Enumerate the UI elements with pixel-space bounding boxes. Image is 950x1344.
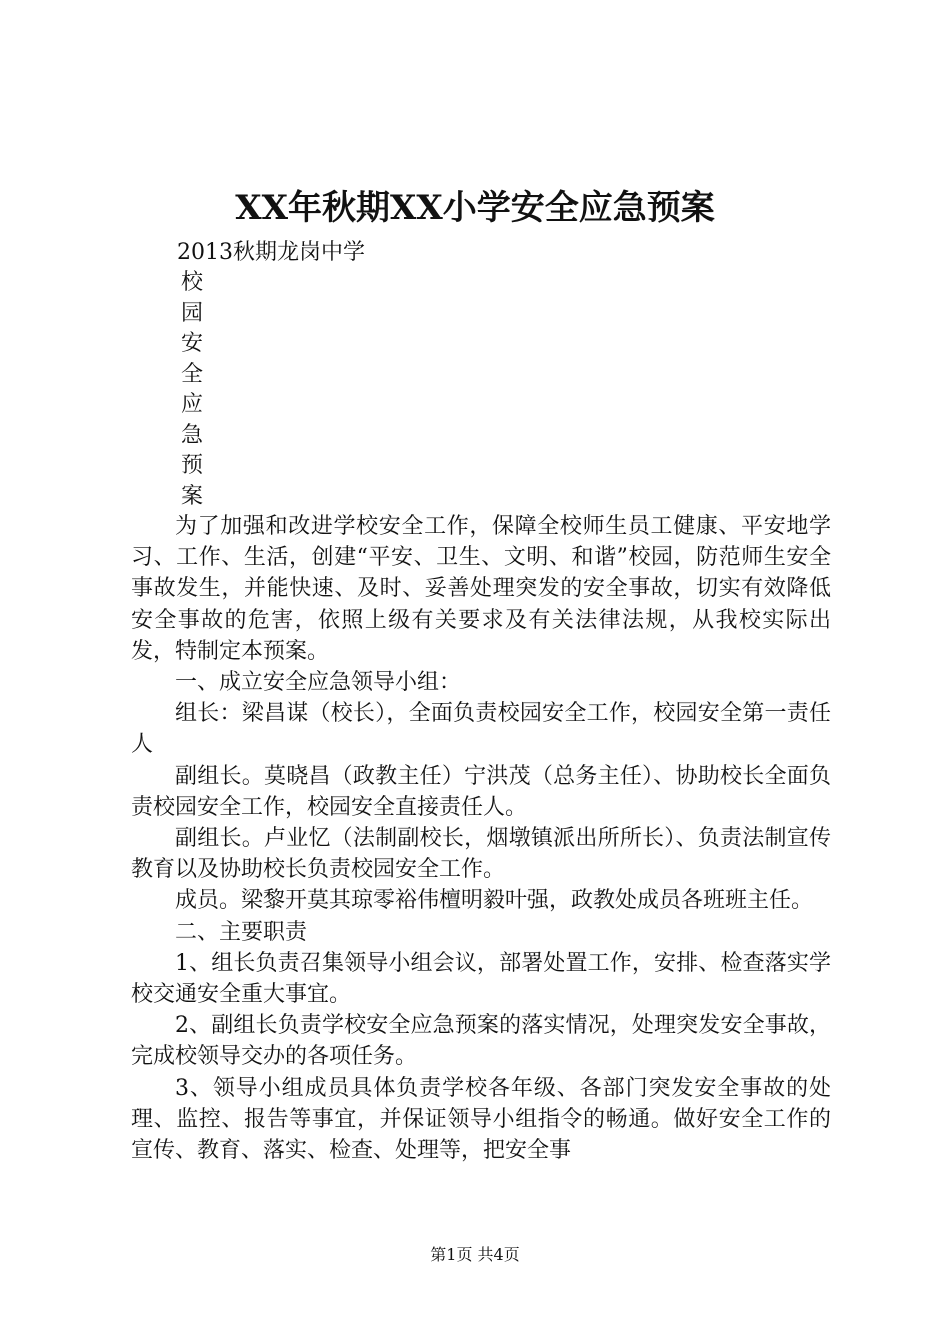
- paragraph-deputy-1: 副组长。莫晓昌（政教主任）宁洪茂（总务主任）、协助校长全面负责校园安全工作，校园安全直接责任人。: [131, 763, 831, 820]
- paragraph-intro: 为了加强和改进学校安全工作，保障全校师生员工健康、平安地学习、工作、生活，创建“平安、卫生、文明、和谐”校园，防范师生安全事故发生，并能快速、及时、妥善处理突发的安全事故，切实有效降低安全事故的危害，依照上级有关要求及有关法律法规，从我校实际出发，特制定本预案。: [131, 514, 831, 664]
- paragraph-deputy-2: 副组长。卢业忆（法制副校长，烟墩镇派出所所长）、负责法制宣传教育以及协助校长负责校园安全工作。: [131, 826, 831, 883]
- section-heading-leadership: 一、成立安全应急领导小组：: [175, 670, 462, 696]
- vertical-char: 安: [181, 331, 204, 356]
- school-name-line: 2013秋期龙岗中学: [177, 240, 365, 265]
- vertical-char: 校: [181, 270, 204, 295]
- vertical-heading: [181, 268, 211, 512]
- paragraph-duty-1: 1、组长负责召集领导小组会议，部署处置工作，安排、检查落实学校交通安全重大事宜。: [131, 950, 831, 1008]
- paragraph-members: 成员。梁黎开莫其琼零裕伟檀明毅叶强，政教处成员各班班主任。: [175, 888, 814, 914]
- document-body: [131, 511, 831, 1166]
- vertical-char: 全: [181, 361, 204, 387]
- vertical-char: 案: [181, 483, 204, 509]
- paragraph-duty-2: 2、副组长负责学校安全应急预案的落实情况，处理突发安全事故，完成校领导交办的各项任务。: [131, 1013, 831, 1070]
- section-heading-duties: 二、主要职责: [175, 919, 308, 945]
- page-footer: 第1页 共4页: [430, 1245, 520, 1264]
- paragraph-duty-3: 3、领导小组成员具体负责学校各年级、各部门突发安全事故的处理、监控、报告等事宜，并保证领导小组指令的畅通。做好安全工作的宣传、教育、落实、检查、处理等，把安全事: [131, 1075, 831, 1164]
- vertical-char: 急: [181, 422, 204, 448]
- vertical-char: 应: [181, 392, 204, 417]
- vertical-char: 园: [181, 300, 204, 326]
- vertical-char: 预: [181, 453, 204, 478]
- paragraph-leader: 组长：梁昌谋（校长），全面负责校园安全工作，校园安全第一责任人: [131, 701, 831, 758]
- document-title: XX年秋期XX小学安全应急预案: [235, 188, 715, 228]
